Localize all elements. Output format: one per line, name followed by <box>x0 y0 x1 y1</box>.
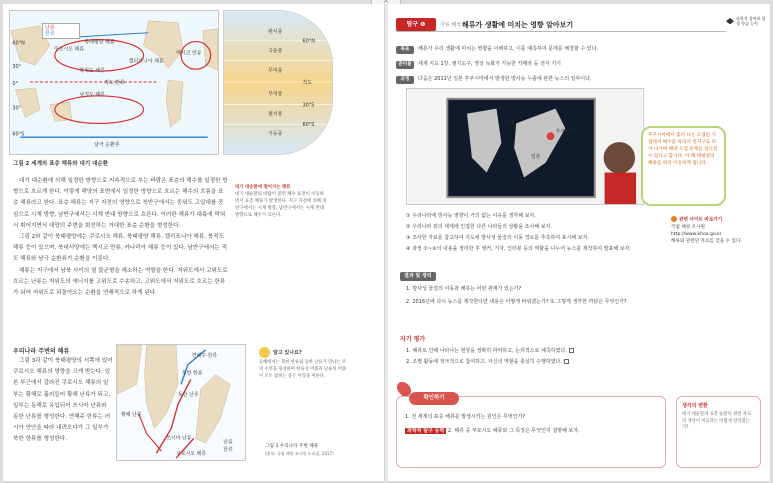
band-label: 적도 <box>302 79 312 86</box>
think-box-title: 생각의 변환 <box>682 403 708 409</box>
result-tag: 결과 및 정리 <box>400 272 436 281</box>
current-label: 쿠로시오 해류 <box>53 46 84 53</box>
self-eval-checkbox[interactable] <box>569 348 574 353</box>
current-label: 북태평양 해류 <box>84 39 115 46</box>
lightbulb-icon <box>259 347 270 358</box>
news-map-label: 동해 <box>504 119 514 126</box>
did-you-know-title: 알고 있나요? <box>273 350 302 356</box>
materials-row <box>396 59 561 69</box>
step-item: ② 우리나라 외의 세계에 인접한 다른 나라들의 상황을 조사해 보자. <box>406 224 552 230</box>
figure-3-source: (출처: 국립 해양 조사원 누리집, 2017) <box>265 451 334 456</box>
related-site-org: 국립 해양 조사원 <box>671 224 705 230</box>
map2-label: 쿠로시오 해류 <box>176 451 207 458</box>
self-evaluation-heading: 자기 평가 <box>400 336 426 343</box>
map2-label: 동한 난류 <box>178 392 199 399</box>
map2-label: 연해주 한류 <box>191 352 218 359</box>
activity-title: 해류가 생활에 미치는 영향 알아보기 <box>462 21 574 29</box>
self-eval-checkbox[interactable] <box>564 359 569 364</box>
goal-row <box>396 44 598 54</box>
paragraph: 대기 대순환에 의해 일정한 방향으로 지속적으로 부는 바람은 표층의 해수를 일정한 방향으로 흐르게 한다. 이렇게 해양의 표면에서 일정한 방향으로 흐르는 해수의 흐름을 표층 해류라고 한다. 표층 해류는 지구 자전의 영향으로 북반구에서는 중위도 고압대를 중심으로 시계 방향, 남반구에서는 시계 반대 방향으로 흐른다. 이러한 해류가 대륙에 막혀서 휘어지면서 대양의 주변을 회전하는 거대한 표층 순환을 형성한다. <box>13 178 228 229</box>
band-label: 60°N <box>302 38 315 45</box>
link-icon <box>671 216 677 222</box>
lat-label: 30° <box>12 64 22 71</box>
lat-label: 60°S <box>12 131 25 138</box>
side-note <box>235 184 327 219</box>
right-page <box>388 4 770 481</box>
sub-body <box>13 356 113 446</box>
band-label: 편서풍 <box>268 28 283 35</box>
legend-cold: 한류 <box>45 31 55 37</box>
map2-label: 황해 난류 <box>121 411 142 418</box>
band-label: 30°S <box>302 102 315 109</box>
did-you-know-body: 동해에서는 북한 한류와 동한 난류가 만나는 조경 수역을 형성하며 한류성 어종과 난류성 어종이 모두 잡히는 좋은 어장을 이룬다. <box>259 360 347 379</box>
lat-label: 30° <box>12 105 22 112</box>
activity-badge: 탐구 ❶ <box>396 18 436 31</box>
confirm-box <box>396 396 666 468</box>
main-body <box>13 176 228 299</box>
map2-legend-cold: 한류 <box>223 447 233 454</box>
figure-3-caption: 그림 3 우리나라 주변 해류 <box>265 444 319 449</box>
news-map-label: 일본 <box>530 153 541 160</box>
map2-legend-warm: 난류 <box>223 439 233 446</box>
news-svg <box>407 89 643 204</box>
step-item: ④ 과정 ①~③의 내용을 정리한 후 앵커, 기자, 인터뷰 등의 역할을 나누어 뉴스를 제작하여 발표해 보자. <box>406 246 631 252</box>
competency-text: 과학적 참여와 평생 학습 능력 <box>736 16 766 26</box>
self-eval-item: 1. 해류로 인해 나타나는 현상을 정확히 파악하고, 논리적으로 예측하였다. <box>406 347 671 355</box>
legend-warm: 난류 <box>45 25 55 31</box>
activity-header <box>396 18 726 32</box>
lat-label: 0° <box>12 80 19 87</box>
think-box <box>676 396 761 468</box>
process-text: 다음은 2011년 일본 후쿠시마에서 발생한 방사능 누출에 관한 뉴스의 일부이다. <box>418 76 592 82</box>
band-label: 60°S <box>302 122 315 129</box>
current-label: 멕시코 만류 <box>176 50 202 57</box>
confirm-item: 1. 전 세계의 표층 해류를 발생시키는 원인은 무엇인가? <box>405 414 525 420</box>
process-row <box>396 74 592 84</box>
band-label: 편서풍 <box>268 111 283 118</box>
think-box-body: 대기 대순환과 표층 순환의 관련 자료의 생각이 처음과는 어떻게 달라졌는가? <box>682 412 752 430</box>
competency-highlight: 과학적 탐구 능력 <box>407 428 445 434</box>
current-label: 남극 순환류 <box>94 142 120 149</box>
lat-label: 60°N <box>12 40 25 47</box>
step-item: ③ 조사한 자료를 참고하여 지도에 방사성 물질의 이동 경로를 추측하여 표시해 보자. <box>406 235 589 241</box>
goal-tag: 목표 <box>396 46 414 54</box>
competency-tag <box>726 14 766 32</box>
world-current-map <box>9 10 219 155</box>
current-label: 캘리포니아 해류 <box>128 58 164 65</box>
korea-current-map <box>116 344 246 461</box>
paragraph: 해류는 지구에서 남북 사이의 열 불균형을 해소하는 역할을 한다. 저위도에서 고위도로 흐르는 난류는 저위도의 에너지를 고위도로 수송하고, 고위도에서 저위도로 흐르는 한류가 되어 저위도로 되돌아오는 순환을 연쇄적으로 하게 된다. <box>13 267 228 297</box>
band-label: 극동풍 <box>268 131 283 138</box>
map-legend <box>42 23 80 39</box>
side-note-title: 대기 대순환에 떨어지는 해류 <box>235 185 291 190</box>
news-illustration <box>406 88 644 205</box>
activity-kind: 자료 해석 <box>440 22 461 28</box>
step-item: ① 우리나라에 방사능 영향이 거의 없는 이유를 생각해 보자. <box>406 213 536 219</box>
anchor-speech-bubble: 후쿠시마에서 흘러 나온 오염된 지점에서 해수를 따라서 전지구로 퍼져 나가며 해양 오염 문제를 일으킬 수 있다고 합니다. 이 때 태평양의 해류를 따라 이동하게 됩니다. <box>641 126 726 206</box>
did-you-know-box <box>259 349 349 421</box>
current-label: 북적도 해류 <box>79 68 105 75</box>
result-item: 1. 방사성 물질의 이동과 해류는 어떤 관계가 있는가? <box>406 286 522 292</box>
materials-text: 세계 지도 1장, 필기도구, 영상 녹화가 가능한 카메라 등 전자 기기 <box>418 61 562 67</box>
sub-heading: 우리나라 주변의 해류 <box>13 348 70 355</box>
circulation-svg <box>224 11 332 154</box>
goal-text: 해류가 우리 생활에 미치는 영향을 이해하고, 이를 예측하여 문제를 해결할 수 있다. <box>418 46 599 52</box>
band-label: 무역풍 <box>268 91 283 98</box>
confirm-tag: 확인하기 <box>409 392 459 405</box>
map2-label: 쓰시마 난류 <box>166 435 192 442</box>
current-label: 남적도 해류 <box>79 91 105 98</box>
paragraph: 그림 2와 같이 북태평양에는 쿠로시오 해류, 북태평양 해류, 캘리포니아 해류, 북적도 해류 등이 있으며, 북대서양에는 멕시코 만류, 카나리아 해류 등이 있다. 남반구에서는 적도 해류와 남극 순환류가 순환을 이룬다. <box>13 234 228 263</box>
left-page <box>3 4 385 481</box>
confirm-item: 과학적 탐구 능력 2. 해류 중 쿠로시오 해류와 그 특징은 무엇인지 설명해 보자. <box>407 428 580 434</box>
map2-label: 북한 한류 <box>181 370 203 377</box>
related-site-title: 관련 사이트 바로가기 <box>679 217 723 223</box>
news-map-label: 후쿠시마 <box>555 129 575 136</box>
process-tag: 과정 <box>396 76 414 84</box>
korea-current-svg <box>117 345 245 460</box>
result-item: 2. 2016년에 다시 뉴스를 제작한다면 내용은 어떻게 바뀌겠는가? 또 그렇게 생각한 까닭은 무엇인가? <box>406 299 627 305</box>
paragraph: 그림 3과 같이 북태평양의 서쪽에 있어 쿠로시오 해류의 영향을 크게 받는다. 일본 부근에서 갈라진 쿠로시오 해류의 일부는 황해로 흘러들어 황해 난류가 되고, 일부는 동해로 유입되어 쓰시마 난류와 동한 난류를 형성한다. 연해주 한류는 러시아 연안을 따라 내려오다가 그 일부가 북한 한류를 형성한다. <box>13 358 113 443</box>
self-eval-item: 2. 조별 활동에 적극적으로 참여하고, 자신의 역할을 충실히 수행하였다. <box>406 358 671 366</box>
materials-tag: 준비물 <box>396 61 414 69</box>
atmospheric-circulation-diagram <box>223 10 333 155</box>
figure-2-caption: 그림 2 세계의 표층 해류와 대기 대순환 <box>13 161 109 167</box>
side-note-body: 대기 대순환의 바람이 불면 해수 표면이 이동하면서 표층 해류가 발생한다. 지구 자전에 의해 북반구에서는 시계 방향, 남반구에서는 시계 반대 방향으로 해수가 흐른다. <box>235 192 327 218</box>
band-label: 무역풍 <box>268 68 283 75</box>
related-site-url[interactable]: http://www.khoa.go.kr <box>671 231 722 237</box>
band-label: 극동풍 <box>268 48 283 55</box>
related-site <box>671 216 763 245</box>
graduation-cap-icon <box>726 18 734 26</box>
current-label: 적도 반류 <box>104 79 125 86</box>
related-site-desc: 해류와 관련된 자료를 얻을 수 있다. <box>671 238 742 244</box>
